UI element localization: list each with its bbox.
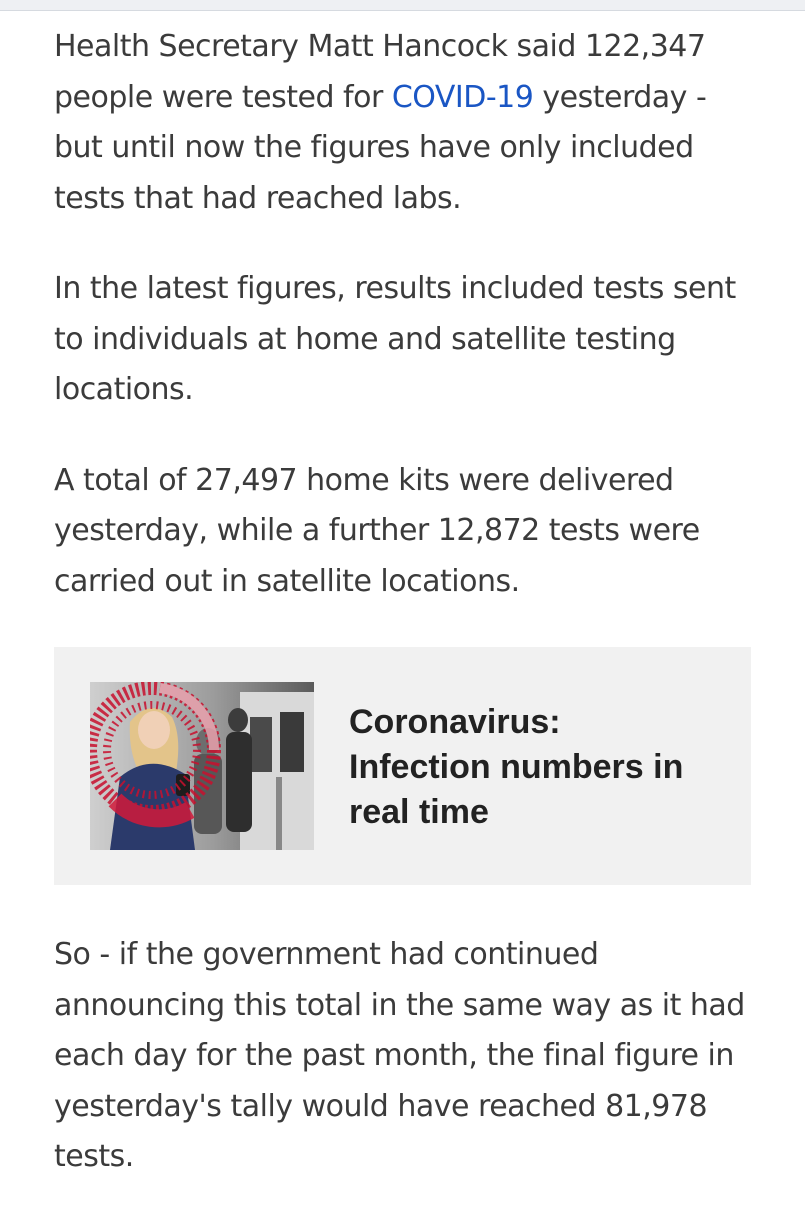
article-body [54,22,754,647]
paragraph-hancock-text-end: yesterday - but until now the figures have only included tests that had reached labs. [54,79,707,216]
related-story-image[interactable] [90,682,314,850]
paragraph-hancock [54,22,754,224]
related-story-title[interactable]: Coronavirus: Infection numbers in real time [349,703,684,831]
paragraph-hancock-text-start: Health Secretary Matt Hancock said 122,347 people were tested for [54,29,706,115]
article-body-continued [54,930,754,1223]
top-browser-strip [0,0,805,11]
paragraph-latest-figures: In the latest figures, results included tests sent to individuals at home and satellite testing locations. [54,271,736,407]
paragraph-government-total: So - if the government had continued announcing this total in the same way as it had each day for the past month, the final figure in yesterday's tally would have reached 81,978 tests. [54,937,745,1174]
paragraph-home-kits: A total of 27,497 home kits were delivered yesterday, while a further 12,872 tests were carried out in satellite locations. [54,462,700,599]
related-story-card[interactable] [54,647,751,885]
covid-19-link[interactable]: COVID-19 [391,79,534,115]
